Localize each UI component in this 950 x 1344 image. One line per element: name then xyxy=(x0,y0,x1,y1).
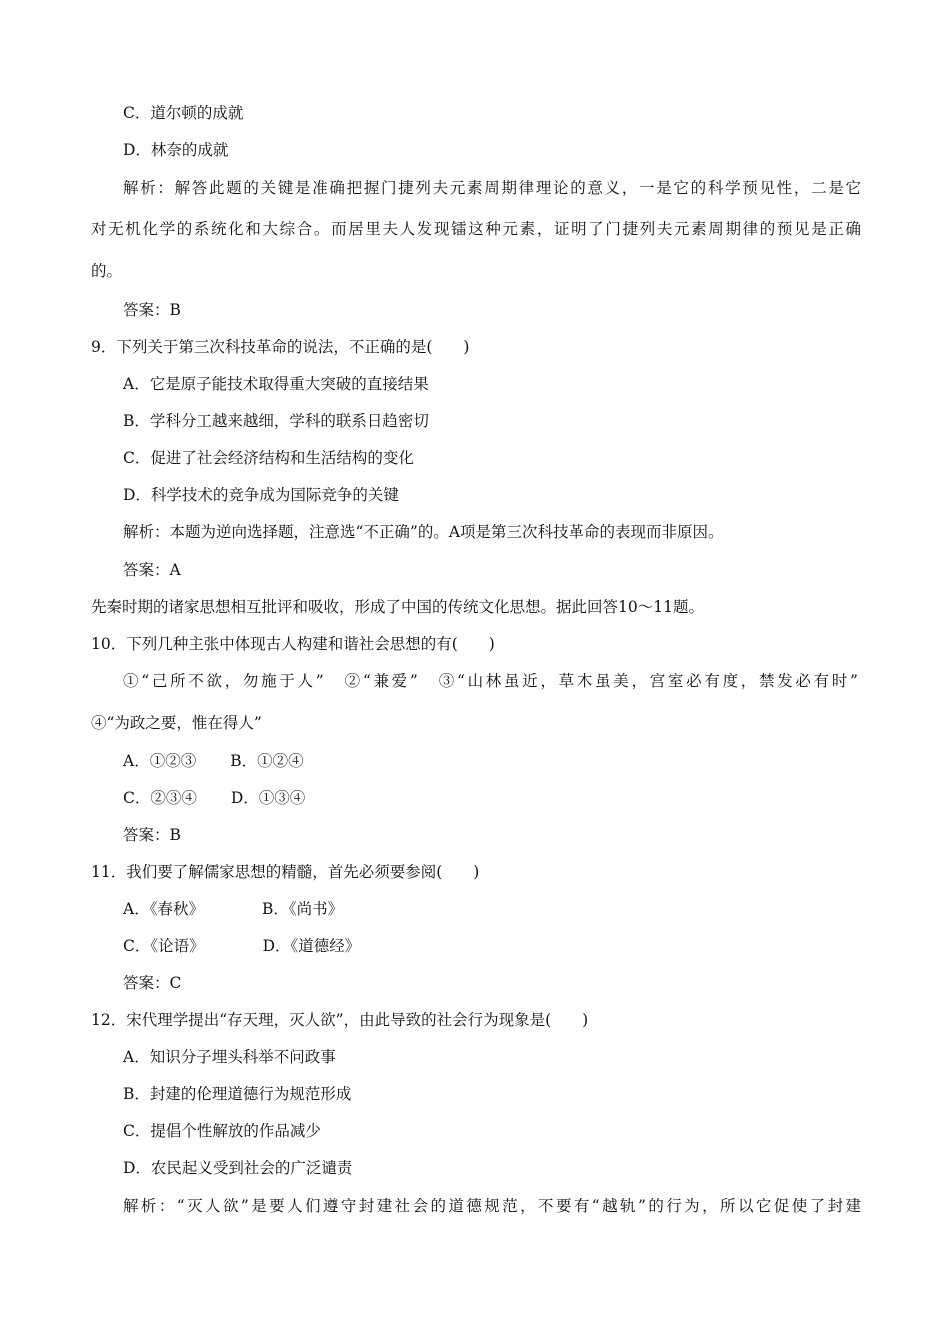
q11-option-a: A．《春秋》 xyxy=(123,900,204,918)
q12-stem: 12．宋代理学提出“存天理，灭人欲”，由此导致的社会行为现象是( ) xyxy=(91,1011,589,1029)
q12-option-a: A．知识分子埋头科举不问政事 xyxy=(123,1048,336,1066)
q9-analysis: 解析：本题为逆向选择题，注意选“不正确”的。A项是第三次科技革命的表现而非原因。 xyxy=(123,523,724,541)
q10-items-line-2: ④“为政之要，惟在得人” xyxy=(91,714,262,732)
q10-options-row-1 xyxy=(123,751,304,771)
q9-option-b: B．学科分工越来越细，学科的联系日趋密切 xyxy=(123,412,429,430)
q10-option-c: C．②③④ xyxy=(123,789,197,807)
q9-option-d: D．科学技术的竞争成为国际竞争的关键 xyxy=(123,486,399,504)
q10-option-b: B．①②④ xyxy=(230,752,304,770)
q10-items-line-1: ①“己所不欲，勿施于人” ②“兼爱” ③“山林虽近，草木虽美，宫室必有度，禁发必有时” xyxy=(123,672,858,690)
q12-option-d: D．农民起义受到社会的广泛谴责 xyxy=(123,1159,353,1177)
intro-10-11: 先秦时期的诸家思想相互批评和吸收，形成了中国的传统文化思想。据此回答10～11题。 xyxy=(91,598,704,616)
q8-analysis-line-2: 对无机化学的系统化和大综合。而居里夫人发现镭这种元素，证明了门捷列夫元素周期律的预见是正确 xyxy=(91,220,861,238)
q10-options-row-2 xyxy=(123,788,305,808)
q10-option-d: D．①③④ xyxy=(230,789,306,807)
q11-options-row-2 xyxy=(123,936,360,956)
q11-option-b: B．《尚书》 xyxy=(261,900,344,918)
q9-option-c: C．促进了社会经济结构和生活结构的变化 xyxy=(123,449,414,467)
q11-option-d: D．《道德经》 xyxy=(262,937,361,955)
q8-answer: 答案：B xyxy=(123,301,181,319)
q11-answer: 答案：C xyxy=(123,974,182,992)
q11-options-row-1 xyxy=(123,899,343,919)
q10-stem: 10．下列几种主张中体现古人构建和谐社会思想的有( ) xyxy=(91,635,495,653)
q8-analysis-line-3: 的。 xyxy=(91,262,123,280)
q8-option-d: D．林奈的成就 xyxy=(123,141,229,159)
q12-analysis-line-1: 解析：“灭人欲”是要人们遵守封建社会的道德规范，不要有“越轨”的行为，所以它促使了封建 xyxy=(123,1197,861,1215)
q11-stem: 11．我们要了解儒家思想的精髓，首先必须要参阅( ) xyxy=(91,863,480,881)
q8-analysis-line-1: 解析：解答此题的关键是准确把握门捷列夫元素周期律理论的意义，一是它的科学预见性，二是它 xyxy=(123,179,861,197)
q8-option-c: C．道尔顿的成就 xyxy=(123,104,244,122)
q9-stem: 9．下列关于第三次科技革命的说法，不正确的是( ) xyxy=(91,338,470,356)
q9-option-a: A．它是原子能技术取得重大突破的直接结果 xyxy=(123,375,429,393)
q10-answer: 答案：B xyxy=(123,826,181,844)
q10-option-a: A．①②③ xyxy=(123,752,197,770)
q12-option-b: B．封建的伦理道德行为规范形成 xyxy=(123,1085,352,1103)
q12-option-c: C．提倡个性解放的作品减少 xyxy=(123,1122,321,1140)
q11-option-c: C．《论语》 xyxy=(123,937,205,955)
q9-answer: 答案：A xyxy=(123,561,181,579)
